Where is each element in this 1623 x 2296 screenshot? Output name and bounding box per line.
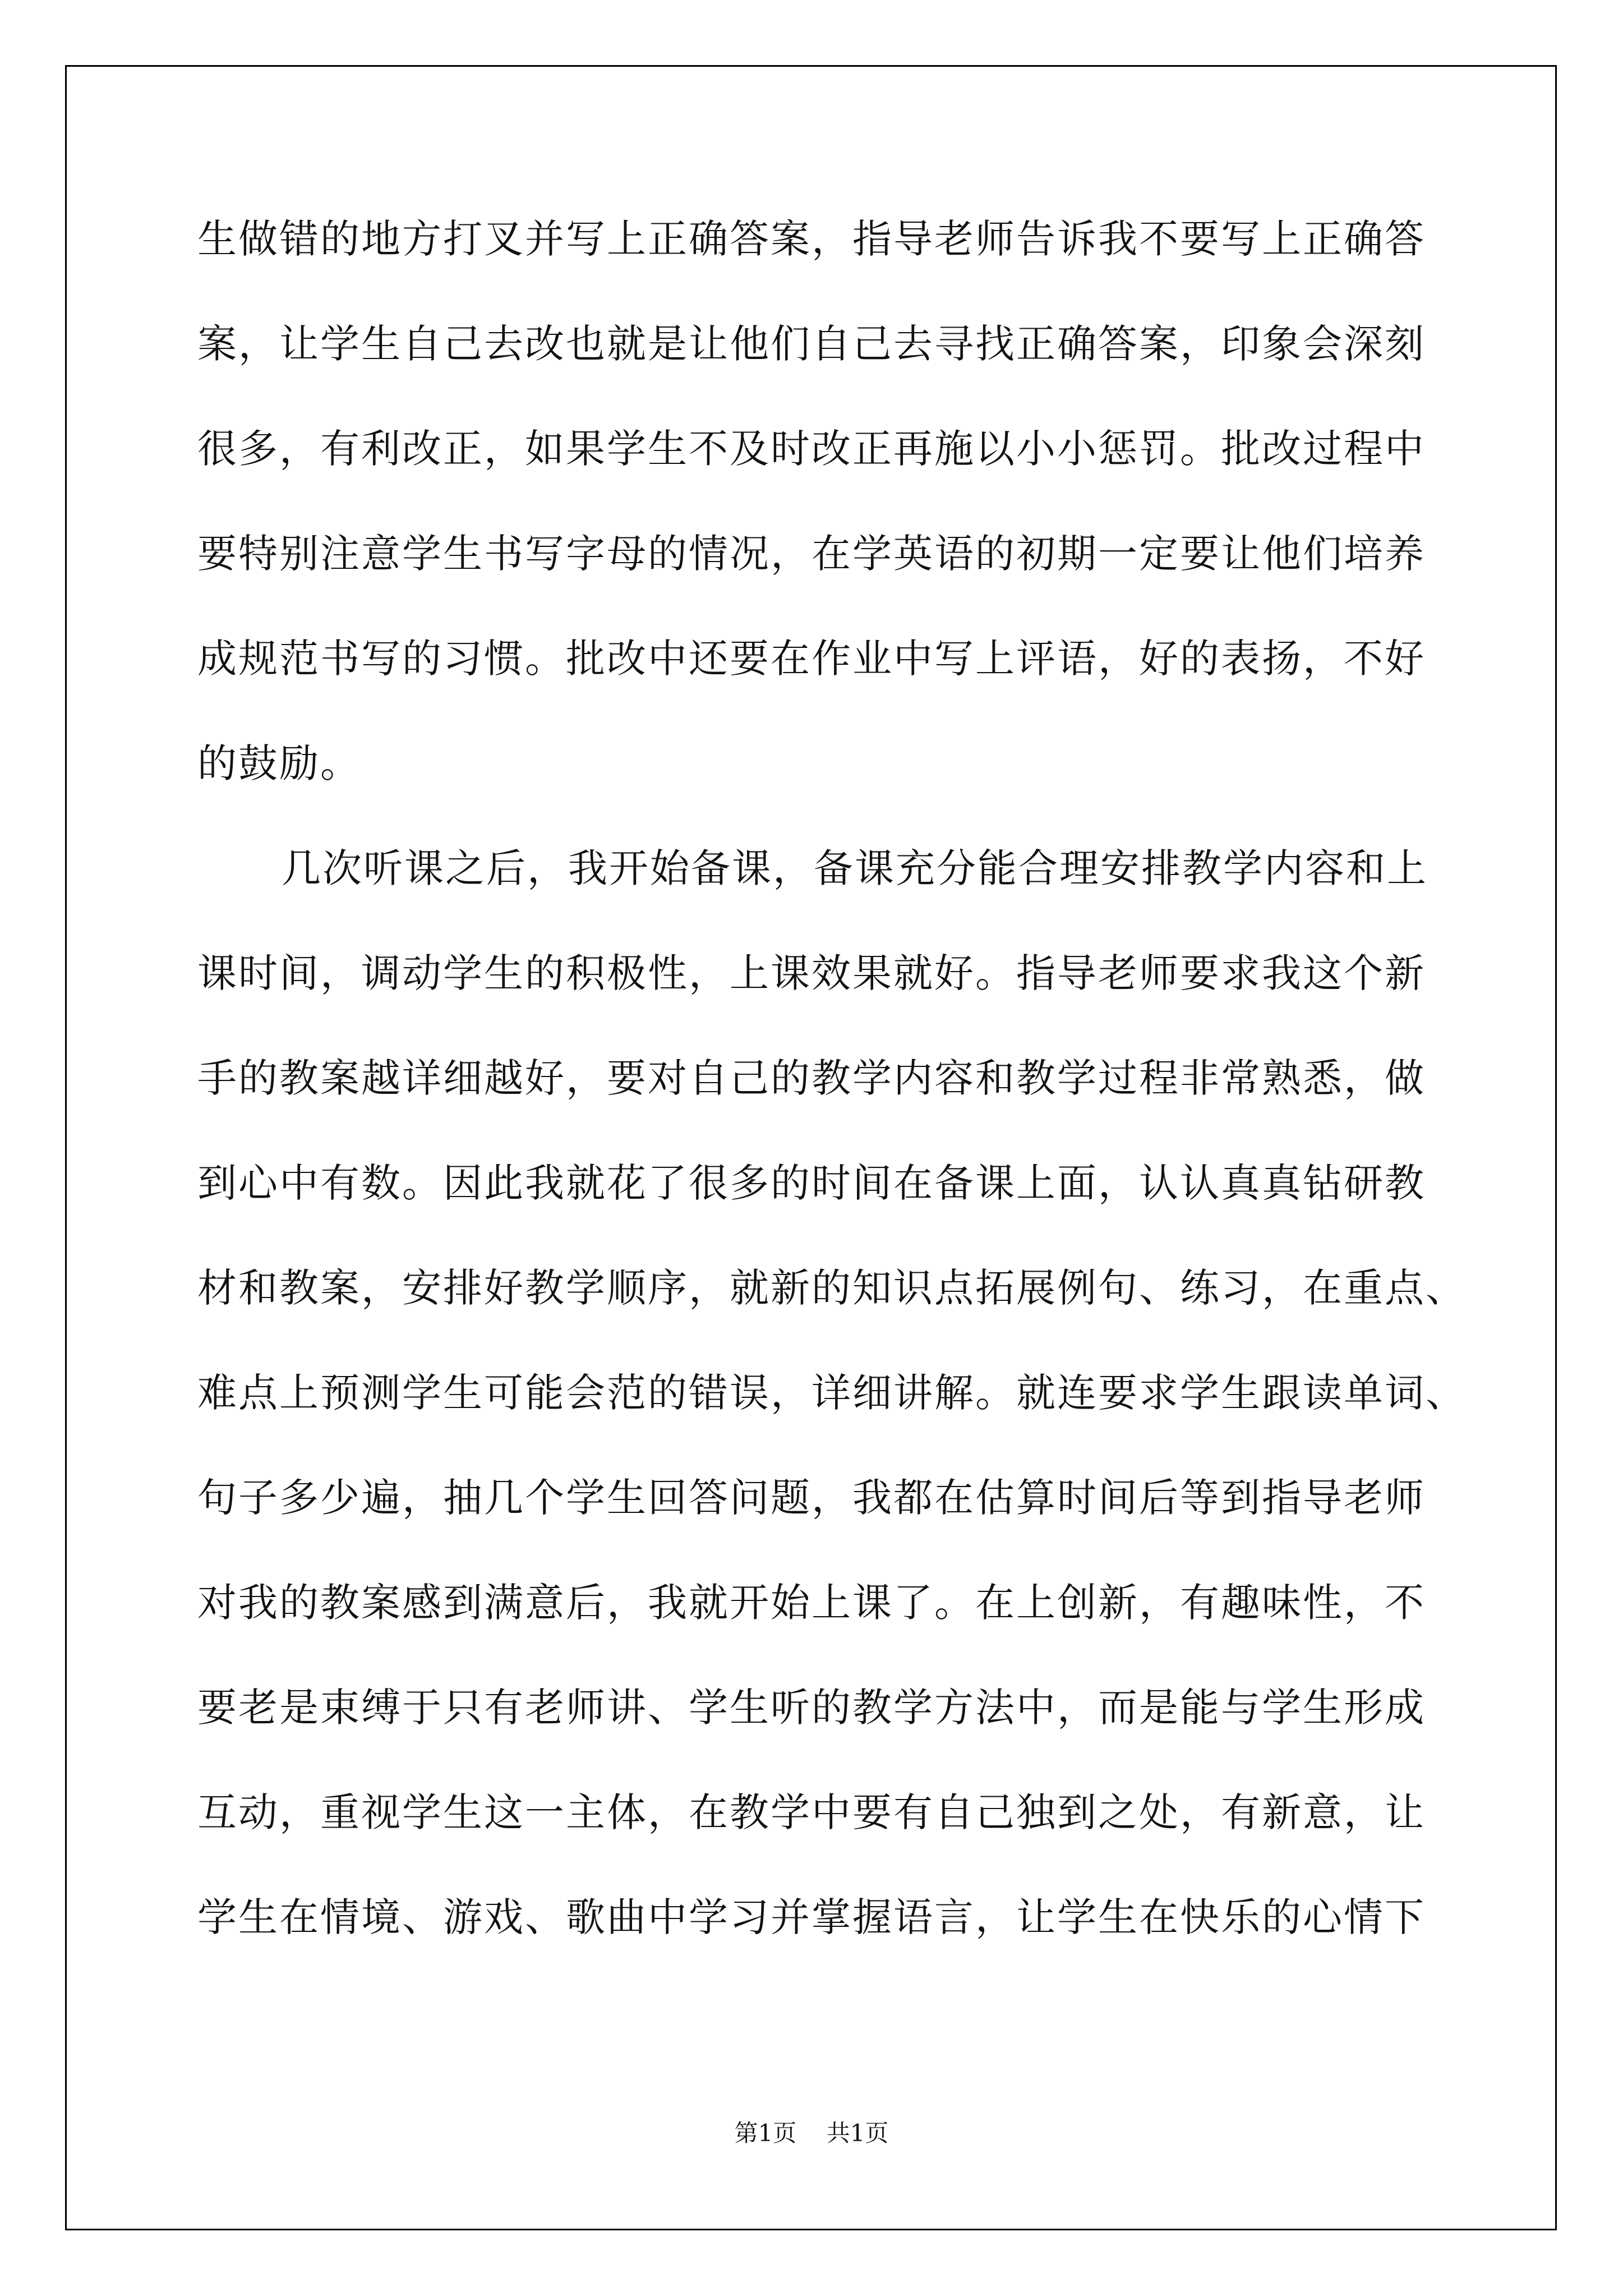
text-line: 很多，有利改正，如果学生不及时改正再施以小小惩罚。批改过程中: [197, 426, 1426, 472]
text-line: 要特别注意学生书写字母的情况，在学英语的初期一定要让他们培养: [197, 531, 1426, 577]
text-line: 互动，重视学生这一主体，在教学中要有自己独到之处，有新意，让: [197, 1789, 1426, 1835]
text-line: 难点上预测学生可能会范的错误，详细讲解。就连要求学生跟读单词、: [197, 1370, 1467, 1416]
text-line: 材和教案，安排好教学顺序，就新的知识点拓展例句、练习，在重点、: [197, 1265, 1467, 1311]
text-line: 学生在情境、游戏、歌曲中学习并掌握语言，让学生在快乐的心情下: [197, 1894, 1426, 1940]
text-line: 的鼓励。: [197, 740, 361, 786]
text-line: 对我的教案感到满意后，我就开始上课了。在上创新，有趣味性，不: [197, 1580, 1426, 1626]
text-line: 要老是束缚于只有老师讲、学生听的教学方法中，而是能与学生形成: [197, 1685, 1426, 1731]
text-line: 案，让学生自己去改也就是让他们自己去寻找正确答案，印象会深刻: [197, 321, 1426, 367]
text-line: 课时间，调动学生的积极性，上课效果就好。指导老师要求我这个新: [197, 950, 1426, 996]
text-line: 手的教案越详细越好，要对自己的教学内容和教学过程非常熟悉，做: [197, 1055, 1426, 1101]
text-line: 生做错的地方打叉并写上正确答案，指导老师告诉我不要写上正确答: [197, 216, 1426, 262]
page-number: 第1页: [734, 2119, 797, 2147]
page-footer: [0, 2119, 1623, 2147]
text-line: 到心中有数。因此我就花了很多的时间在备课上面，认认真真钻研教: [197, 1160, 1426, 1206]
text-line: 句子多少遍，抽几个学生回答问题，我都在估算时间后等到指导老师: [197, 1475, 1426, 1521]
text-line: 成规范书写的习惯。批改中还要在作业中写上评语，好的表扬，不好: [197, 636, 1426, 682]
page-total: 共1页: [826, 2119, 889, 2147]
paragraph-first-line: 几次听课之后，我开始备课，备课充分能合理安排教学内容和上: [282, 845, 1428, 891]
